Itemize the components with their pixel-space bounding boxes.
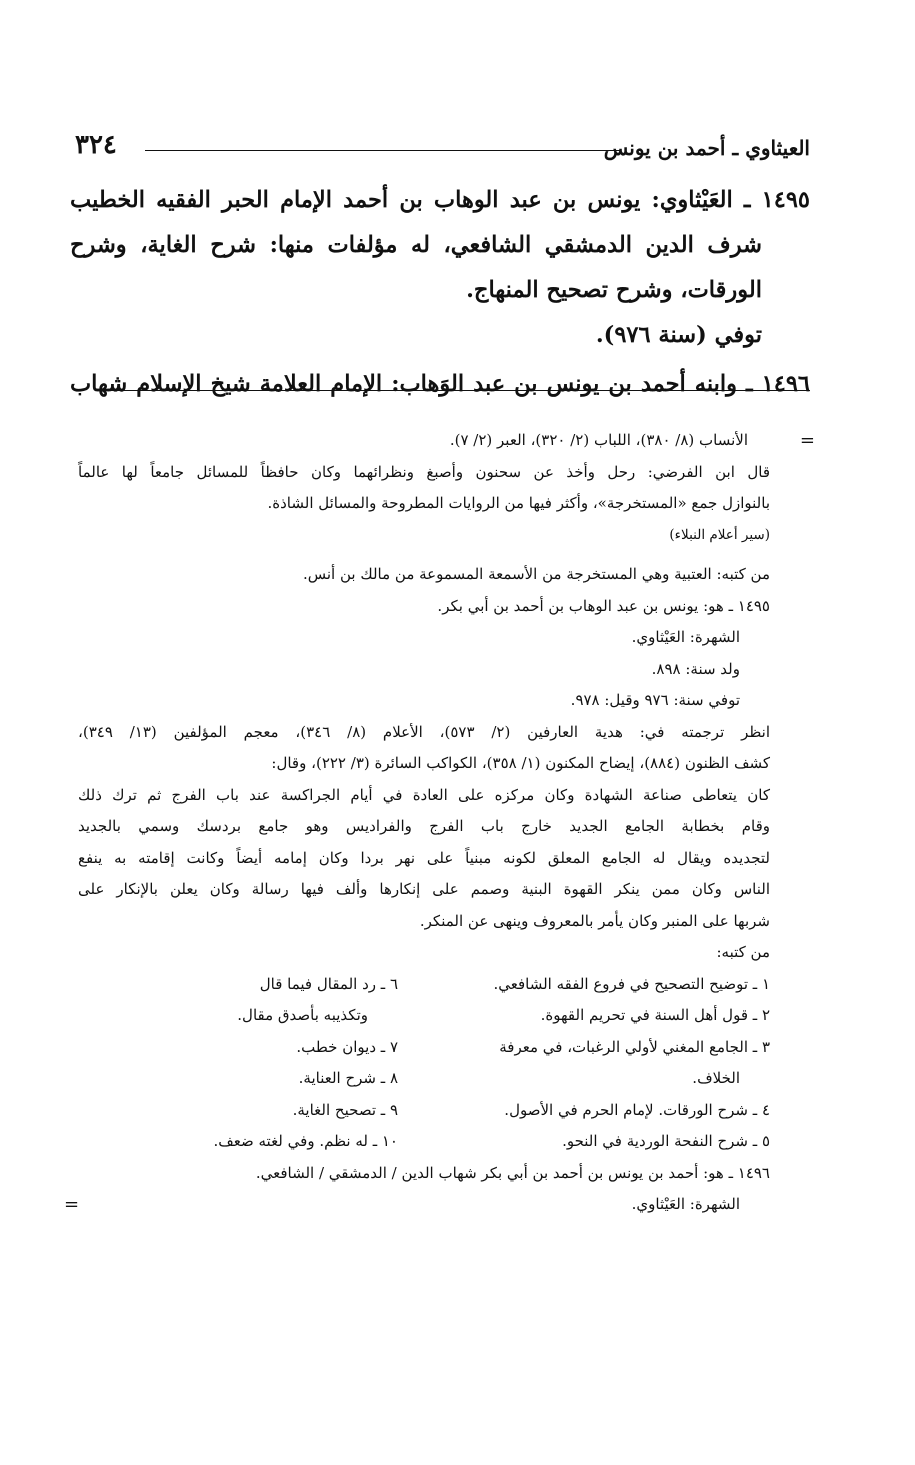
book-item: ٤ ـ شرح الورقات. لإمام الحرم في الأصول. <box>504 1100 770 1119</box>
footnote-separator <box>110 390 810 391</box>
book-item: ٥ ـ شرح النفحة الوردية في النحو. <box>562 1132 770 1150</box>
footnote-line: توفي سنة: ٩٧٦ وقيل: ٩٧٨. <box>570 691 740 709</box>
continuation-mark: = <box>799 430 815 451</box>
running-head-rule <box>145 150 620 151</box>
footnotes <box>64 425 815 1221</box>
book-item: ٩ ـ تصحيح الغاية. <box>292 1100 398 1119</box>
running-head-title: العيثاوي ـ أحمد بن يونس <box>603 136 810 160</box>
book-item: ١٠ ـ له نظم. وفي لغته ضعف. <box>213 1132 398 1150</box>
book-list-right-column <box>440 969 770 1158</box>
footnote-line <box>64 1189 770 1221</box>
footnote-line: قال ابن الفرضي: رحل وأخذ عن سحنون وأصبغ ونظرائهما وكان حافظاً للمسائل جامعاً لها عالماً <box>78 462 770 481</box>
book-list <box>78 969 770 1158</box>
entry-1495-line-1: ١٤٩٥ ـ العَيْثاوي: يونس بن عبد الوهاب بن أحمد الإمام الحبر الفقيه الخطيب <box>70 187 810 213</box>
entry-1495-line-2: شرف الدين الدمشقي الشافعي، له مؤلفات منها: شرح الغاية، وشرح <box>70 232 762 258</box>
footnote-line: كشف الظنون (٨٨٤)، إيضاح المكنون (١/ ٣٥٨)، الكواكب السائرة (٣/ ٢٢٢)، وقال: <box>271 754 770 772</box>
footnote-entry-1496: ١٤٩٦ ـ هو: أحمد بن يونس بن أحمد بن أبي بكر شهاب الدين / الدمشقي / الشافعي. <box>255 1163 770 1182</box>
footnote-line: بالنوازل جمع «المستخرجة»، وأكثر فيها من الروايات المطروحة والمسائل الشاذة. <box>267 494 770 512</box>
footnote-line: كان يتعاطى صناعة الشهادة وكان مركزه على العادة في أيام الجراكسة عند باب الفرج ثم ترك ذلك <box>78 785 770 804</box>
running-head <box>75 128 810 168</box>
entry-1496-line-1: ١٤٩٦ ـ وابنه أحمد بن يونس بن عبد الوَهاب: الإمام العلامة شيخ الإسلام شهاب <box>70 371 810 397</box>
footnote-fame-1496: الشهرة: العَيْثاوي. <box>631 1195 740 1213</box>
continuation-mark-end: = <box>64 1194 80 1215</box>
footnote-line <box>78 1158 770 1190</box>
book-list-left-column <box>78 969 398 1158</box>
book-item: ٦ ـ رد المقال فيما قال <box>259 974 398 993</box>
footnote-source-citation: (سير أعلام النبلاء) <box>669 526 770 543</box>
entry-1495-line-3: الورقات، وشرح تصحيح المنهاج. <box>466 277 762 303</box>
footnote-line: من كتبه: <box>716 943 770 961</box>
footnote-line: الشهرة: العَيْثاوي. <box>631 628 740 646</box>
book-item: ٢ ـ قول أهل السنة في تحريم القهوة. <box>540 1006 770 1024</box>
footnote-line: ١٤٩٥ ـ هو: يونس بن عبد الوهاب بن أحمد بن أبي بكر. <box>437 596 770 615</box>
footnote-line <box>78 425 815 457</box>
book-item: ٨ ـ شرح العناية. <box>298 1069 398 1087</box>
footnote-line: الناس وكان ممن ينكر القهوة البنية وصمم على إنكارها وألف فيها رسالة وكان يعلن بالإنكار على <box>78 880 770 898</box>
book-item-continued: الخلاف. <box>692 1069 740 1087</box>
book-item: ٧ ـ ديوان خطب. <box>296 1037 398 1056</box>
footnote-line: وقام بخطابة الجامع الجديد خارج باب الفرج والفراديس وهو جامع بردسك وسمي بالجديد <box>78 817 770 835</box>
book-item-continued: وتكذيبه بأصدق مقال. <box>237 1006 368 1024</box>
footnote-line: ولد سنة: ٨٩٨. <box>651 659 740 678</box>
book-item: ٣ ـ الجامع المغني لأولي الرغبات، في معرفة <box>499 1037 770 1056</box>
main-text <box>70 178 810 407</box>
page-number: ٣٢٤ <box>75 130 117 160</box>
footnote-line: شربها على المنبر وكان يأمر بالمعروف وينهى عن المنكر. <box>419 911 770 930</box>
footnote-line: لتجديده ويقال له الجامع المعلق لكونه مبنياً على نهر بردا وكان إمامه أيضاً وكانت إقامته به ينفع <box>78 848 770 867</box>
book-item: ١ ـ توضيح التصحيح في فروع الفقه الشافعي. <box>493 974 770 993</box>
footnote-sources-prev: الأنساب (٨/ ٣٨٠)، اللباب (٢/ ٣٢٠)، العبر (٢/ ٧). <box>449 431 748 449</box>
footnote-line: انظر ترجمته في: هدية العارفين (٢/ ٥٧٣)، الأعلام (٨/ ٣٤٦)، معجم المؤلفين (١٣/ ٣٤٩)، <box>78 722 770 741</box>
footnote-line: من كتبه: العتبية وهي المستخرجة من الأسمعة المسموعة من مالك بن أنس. <box>302 565 770 583</box>
entry-1495-line-4: توفي (سنة ٩٧٦). <box>595 322 762 348</box>
